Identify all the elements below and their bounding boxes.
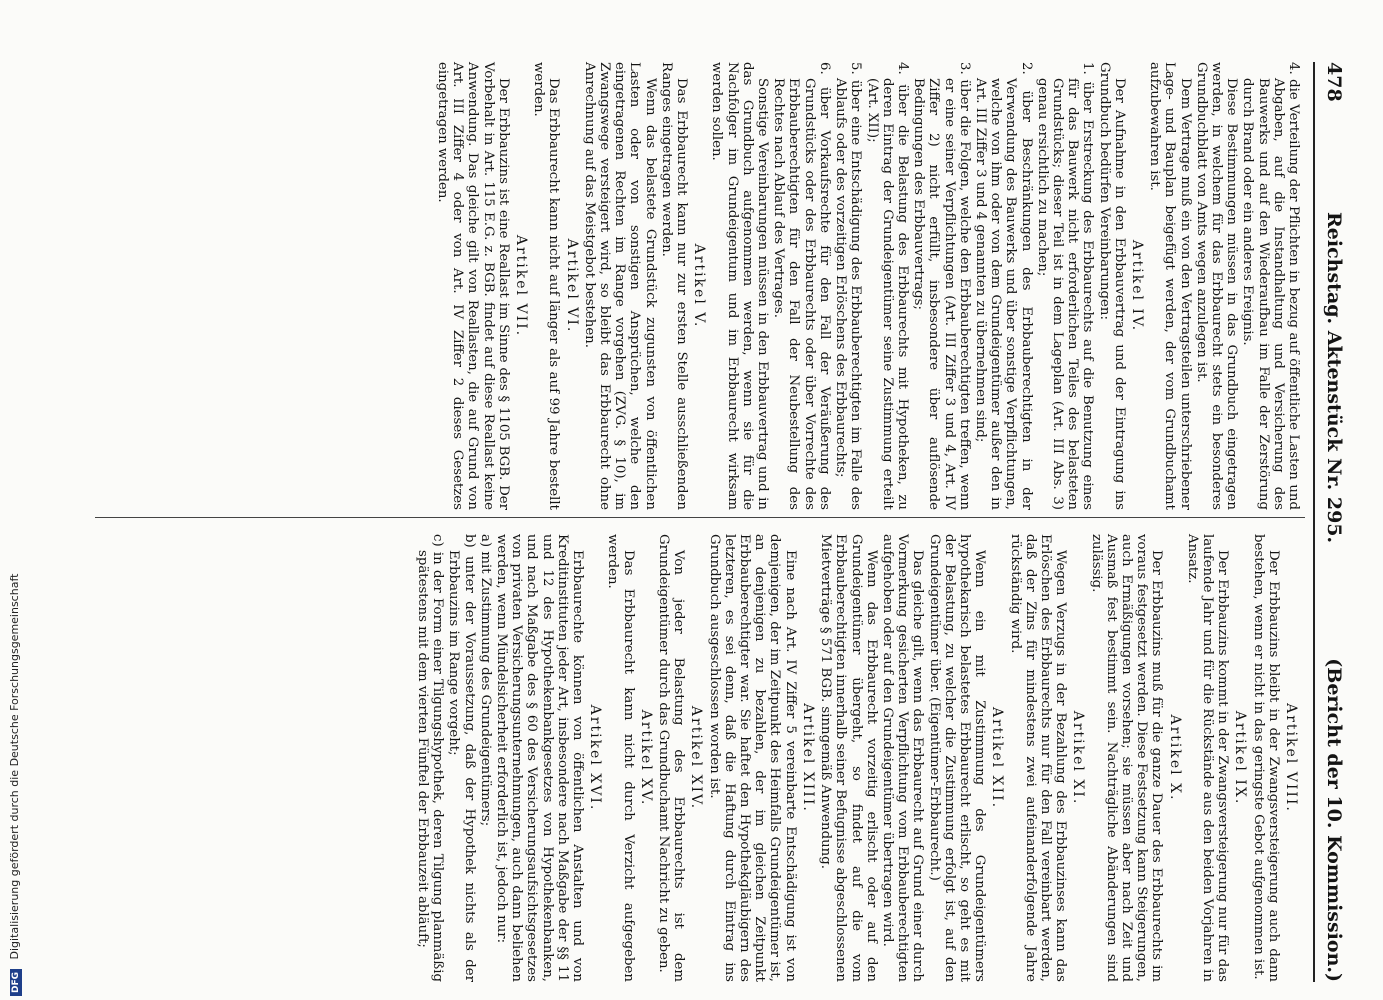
left-column xyxy=(434,62,1301,510)
list-item: 4. über die Belastung des Erbbaurechts mit Hypotheken, zu deren Eintrag der Grundeigentümer seine Zustimmung erteilt (Art. XII); xyxy=(864,62,910,510)
paragraph: Der Aufnahme in den Erbbauvertrag und der Eintragung ins Grundbuch bedürfen Vereinbarungen: xyxy=(1096,62,1127,510)
paragraph: Das Erbbaurecht kann nur zur ersten Stelle ausschließenden Ranges eingetragen werden. xyxy=(658,62,690,510)
article-heading: Artikel VI. xyxy=(563,238,580,334)
paragraph: Eine nach Art. IV Ziffer 5 vereinbarte Entschädigung ist von demjenigen, der im Zeitpunkt des Heimfalls Grundeigentümer ist, an denjenigen zu bezahlen, der im gleichen Zeitpunkt Erbbauberechtigter war. Sie haftet den Hypothekgläubigern des letzteren, es sei denn, daß die Haftung durch Eintrag ins Grundbuch ausgeschlossen worden ist. xyxy=(706,534,798,982)
paragraph: Diese Bestimmungen müssen in das Grundbuch eingetragen werden, in welchem für das Erbbaurecht stets ein besonderes Grundbuchblatt von Amts wegen anzulegen ist. xyxy=(1193,62,1240,510)
header-rule xyxy=(1313,62,1315,982)
page-number: 478 xyxy=(1323,62,1345,102)
credit-text: Digitalisierung gefördert durch die Deutsche Forschungsgemeinschaft xyxy=(8,573,21,960)
article-heading: Artikel V. xyxy=(691,243,708,329)
article-heading: Artikel VIII. xyxy=(1283,703,1299,813)
article-heading: Artikel XII. xyxy=(989,706,1006,810)
paragraph: Der Erbbauzins muß für die ganze Dauer des Erbbaurechts im voraus festgesetzt werden. Diese Festsetzung kann Steigerungen, auch Ermäßigungen vorsehen; sie müssen aber nach Zeit und Ausmaß fest bestimmt sein. Nachträgliche Abänderungen sind zulässig. xyxy=(1088,534,1165,982)
article-heading: Artikel XIV. xyxy=(688,705,705,811)
paragraph: Das gleiche gilt, wenn das Erbbaurecht auf Grund einer durch Vormerkung gesicherten Verpflichtung vom Erbbauberechtigten aufgehoben oder auf den Grundeigentümer übertragen wird. xyxy=(879,534,926,982)
paragraph: Sonstige Vereinbarungen müssen in den Erbbauvertrag und in das Grundbuch aufgenommen werden, wenn sie für die Nachfolger im Grundeigentum und im Erbbaurecht wirksam werden sollen. xyxy=(709,62,771,510)
page-header xyxy=(1317,62,1345,982)
page-title: Reichstag. Aktenstück Nr. 295. xyxy=(1323,212,1345,544)
paragraph: Wenn ein mit Zustimmung des Grundeigentümers hypothekarisch belastetes Erbbaurecht erlischt, so geht es mit der Belastung, zu welcher die Zustimmung erfolgt ist, auf den Grundeigentümer über. (Eigentümer-Erbbaurecht.) xyxy=(926,534,988,982)
paragraph: Wenn das belastete Grundstück zugunsten von öffentlichen Lasten oder von sonstigen Ansprüchen, welche den eingetragenen Rechten im Range vorgehen (ZVG. § 10), im Zwangswege versteigert wird, so bleibt das Erbbaurecht ohne Anrechnung auf das Meistgebot bestehen. xyxy=(581,62,658,510)
list-item: 1. über Erstreckung des Erbbaurechts auf die Benutzung eines für das Bauwerk nicht erforderlichen Teiles des belasteten Grundstücks; dieser Teil ist in dem Lageplan (Art. III Abs. 3) genau ersichtlich zu machen; xyxy=(1034,62,1096,510)
list-item: c) in der Form einer Tilgungshypothek, deren Tilgung planmäßig spätestens mit dem vierten Fünftel der Erbbauzeit abläuft; xyxy=(415,534,446,982)
paragraph: Das Erbbaurecht kann nicht auf länger als auf 99 Jahre bestellt werden. xyxy=(531,62,562,510)
article-heading: Artikel XV. xyxy=(637,709,654,807)
list-item: 6. über Vorkaufsrechte für den Fall der Veräußerung des Grundstücks oder des Erbbaurechts oder über Vorrechte des Erbbauberechtigten für den Fall der Neubestellung des Rechtes nach Ablauf des Vertrages. xyxy=(771,62,832,510)
article-heading: Artikel X. xyxy=(1166,714,1183,802)
right-column xyxy=(414,534,1301,982)
document-page xyxy=(83,62,1345,982)
article-heading: Artikel XVI. xyxy=(587,704,604,812)
list-item: a) mit Zustimmung des Grundeigentümers; xyxy=(477,534,493,827)
paragraph: Der Erbbauzins ist eine Reallast im Sinne des § 1105 BGB. Der Vorbehalt in Art. 115 E.G. z. BGB. findet auf diese Reallast keine Anwendung. Das gleiche gilt von Reallasten, die auf Grund von Art. III Ziffer 4 oder von Art. IV Ziffer 2 dieses Gesetzes eingetragen werden. xyxy=(435,62,511,510)
list-item: 3. über die Folgen, welche den Erbbauberechtigten treffen, wenn er eine seiner Verpflichtungen (Art. III Ziffer 3 und 4, Art. IV Ziffer 2) nicht erfüllt, insbesondere über auflösende Bedingungen des Erbbauvertrags; xyxy=(911,62,972,510)
paragraph: Erbbaurechte können von öffentlichen Anstalten und von Kreditinstituten jeder Art, insbesondere nach Maßgabe der §§ 11 und 12 des Hypothekenbankgesetzes von Hypothekenbanken, und nach Maßgabe des § 60 des Versicherungsaufsichtsgesetzes von privaten Versicherungsunternehmungen, auch dann beliehen werden, wenn Mündelsicherheit erforderlich ist, jedoch nur: xyxy=(494,534,586,982)
article-heading: Artikel IX. xyxy=(1232,710,1249,806)
list-item: b) unter der Voraussetzung, daß der Hypothek nichts als der Erbbauzins im Range vorgeht; xyxy=(446,534,477,982)
paragraph: Das Erbbaurecht kann nicht durch Verzicht aufgegeben werden. xyxy=(605,534,636,982)
list-item: 5. über eine Entschädigung des Erbbauberechtigten im Falle des Ablaufs oder des vorzeitigen Erlöschens des Erbbaurechts; xyxy=(833,62,864,510)
list-item: 2. über Beschränkungen des Erbbauberechtigten in der Verwendung des Bauwerks und über sonstige Verpflichtungen, welche von ihm oder von dem Grundeigentümer außer den in Art. III Ziffer 3 und 4 genannten zu übernehmen sind; xyxy=(972,62,1034,510)
column-divider xyxy=(95,517,1305,518)
paragraph: Von jeder Belastung des Erbbaurechts ist dem Grundeigentümer durch das Grundbuchamt Nachricht zu geben. xyxy=(656,534,687,982)
article-heading: Artikel IV. xyxy=(1128,239,1145,333)
paragraph: Der Erbbauzins bleibt in der Zwangsversteigerung auch dann bestehen, wenn er nicht in das geringste Gebot aufgenommen ist. xyxy=(1250,534,1281,982)
dfg-logo: DFG xyxy=(10,969,22,996)
list-item: 4. die Verteilung der Pflichten in bezug auf öffentliche Lasten und Abgaben, auf die Instandhaltung und Versicherung des Bauwerks und auf den Wiederaufbau im Falle der Zerstörung durch Brand oder ein anderes Ereignis. xyxy=(1240,62,1301,510)
running-head: (Bericht der 10. Kommission.) xyxy=(1323,658,1345,982)
paragraph: Der Erbbauzins kommt in der Zwangsversteigerung nur für das laufende Jahr und für die Rückstände aus den beiden Vorjahren in Ansatz. xyxy=(1184,534,1231,982)
article-heading: Artikel VII. xyxy=(513,234,530,338)
paragraph: Dem Vertrage muß ein von den Vertragsteilen unterschriebener Lage- und Bauplan beigefügt werden, der vom Grundbuchamt aufzubewahren ist. xyxy=(1147,62,1193,511)
article-heading: Artikel XIII. xyxy=(799,703,816,813)
paragraph: Wegen Verzugs in der Bezahlung des Erbbauzinses kann das Erlöschen des Erbbaurechts nur für den Fall vereinbart werden, daß der Zins für mindestens zwei aufeinanderfolgende Jahre rückständig wird. xyxy=(1007,534,1069,982)
article-heading: Artikel XI. xyxy=(1070,710,1087,806)
digitization-credit xyxy=(8,0,22,996)
paragraph: Wenn das Erbbaurecht vorzeitig erlischt oder auf den Grundeigentümer übergeht, so findet auf die vom Erbbauberechtigten innerhalb seiner Befugnisse abgeschlossenen Mietverträge § 571 BGB. sinngemäß Anwendung. xyxy=(818,534,879,982)
